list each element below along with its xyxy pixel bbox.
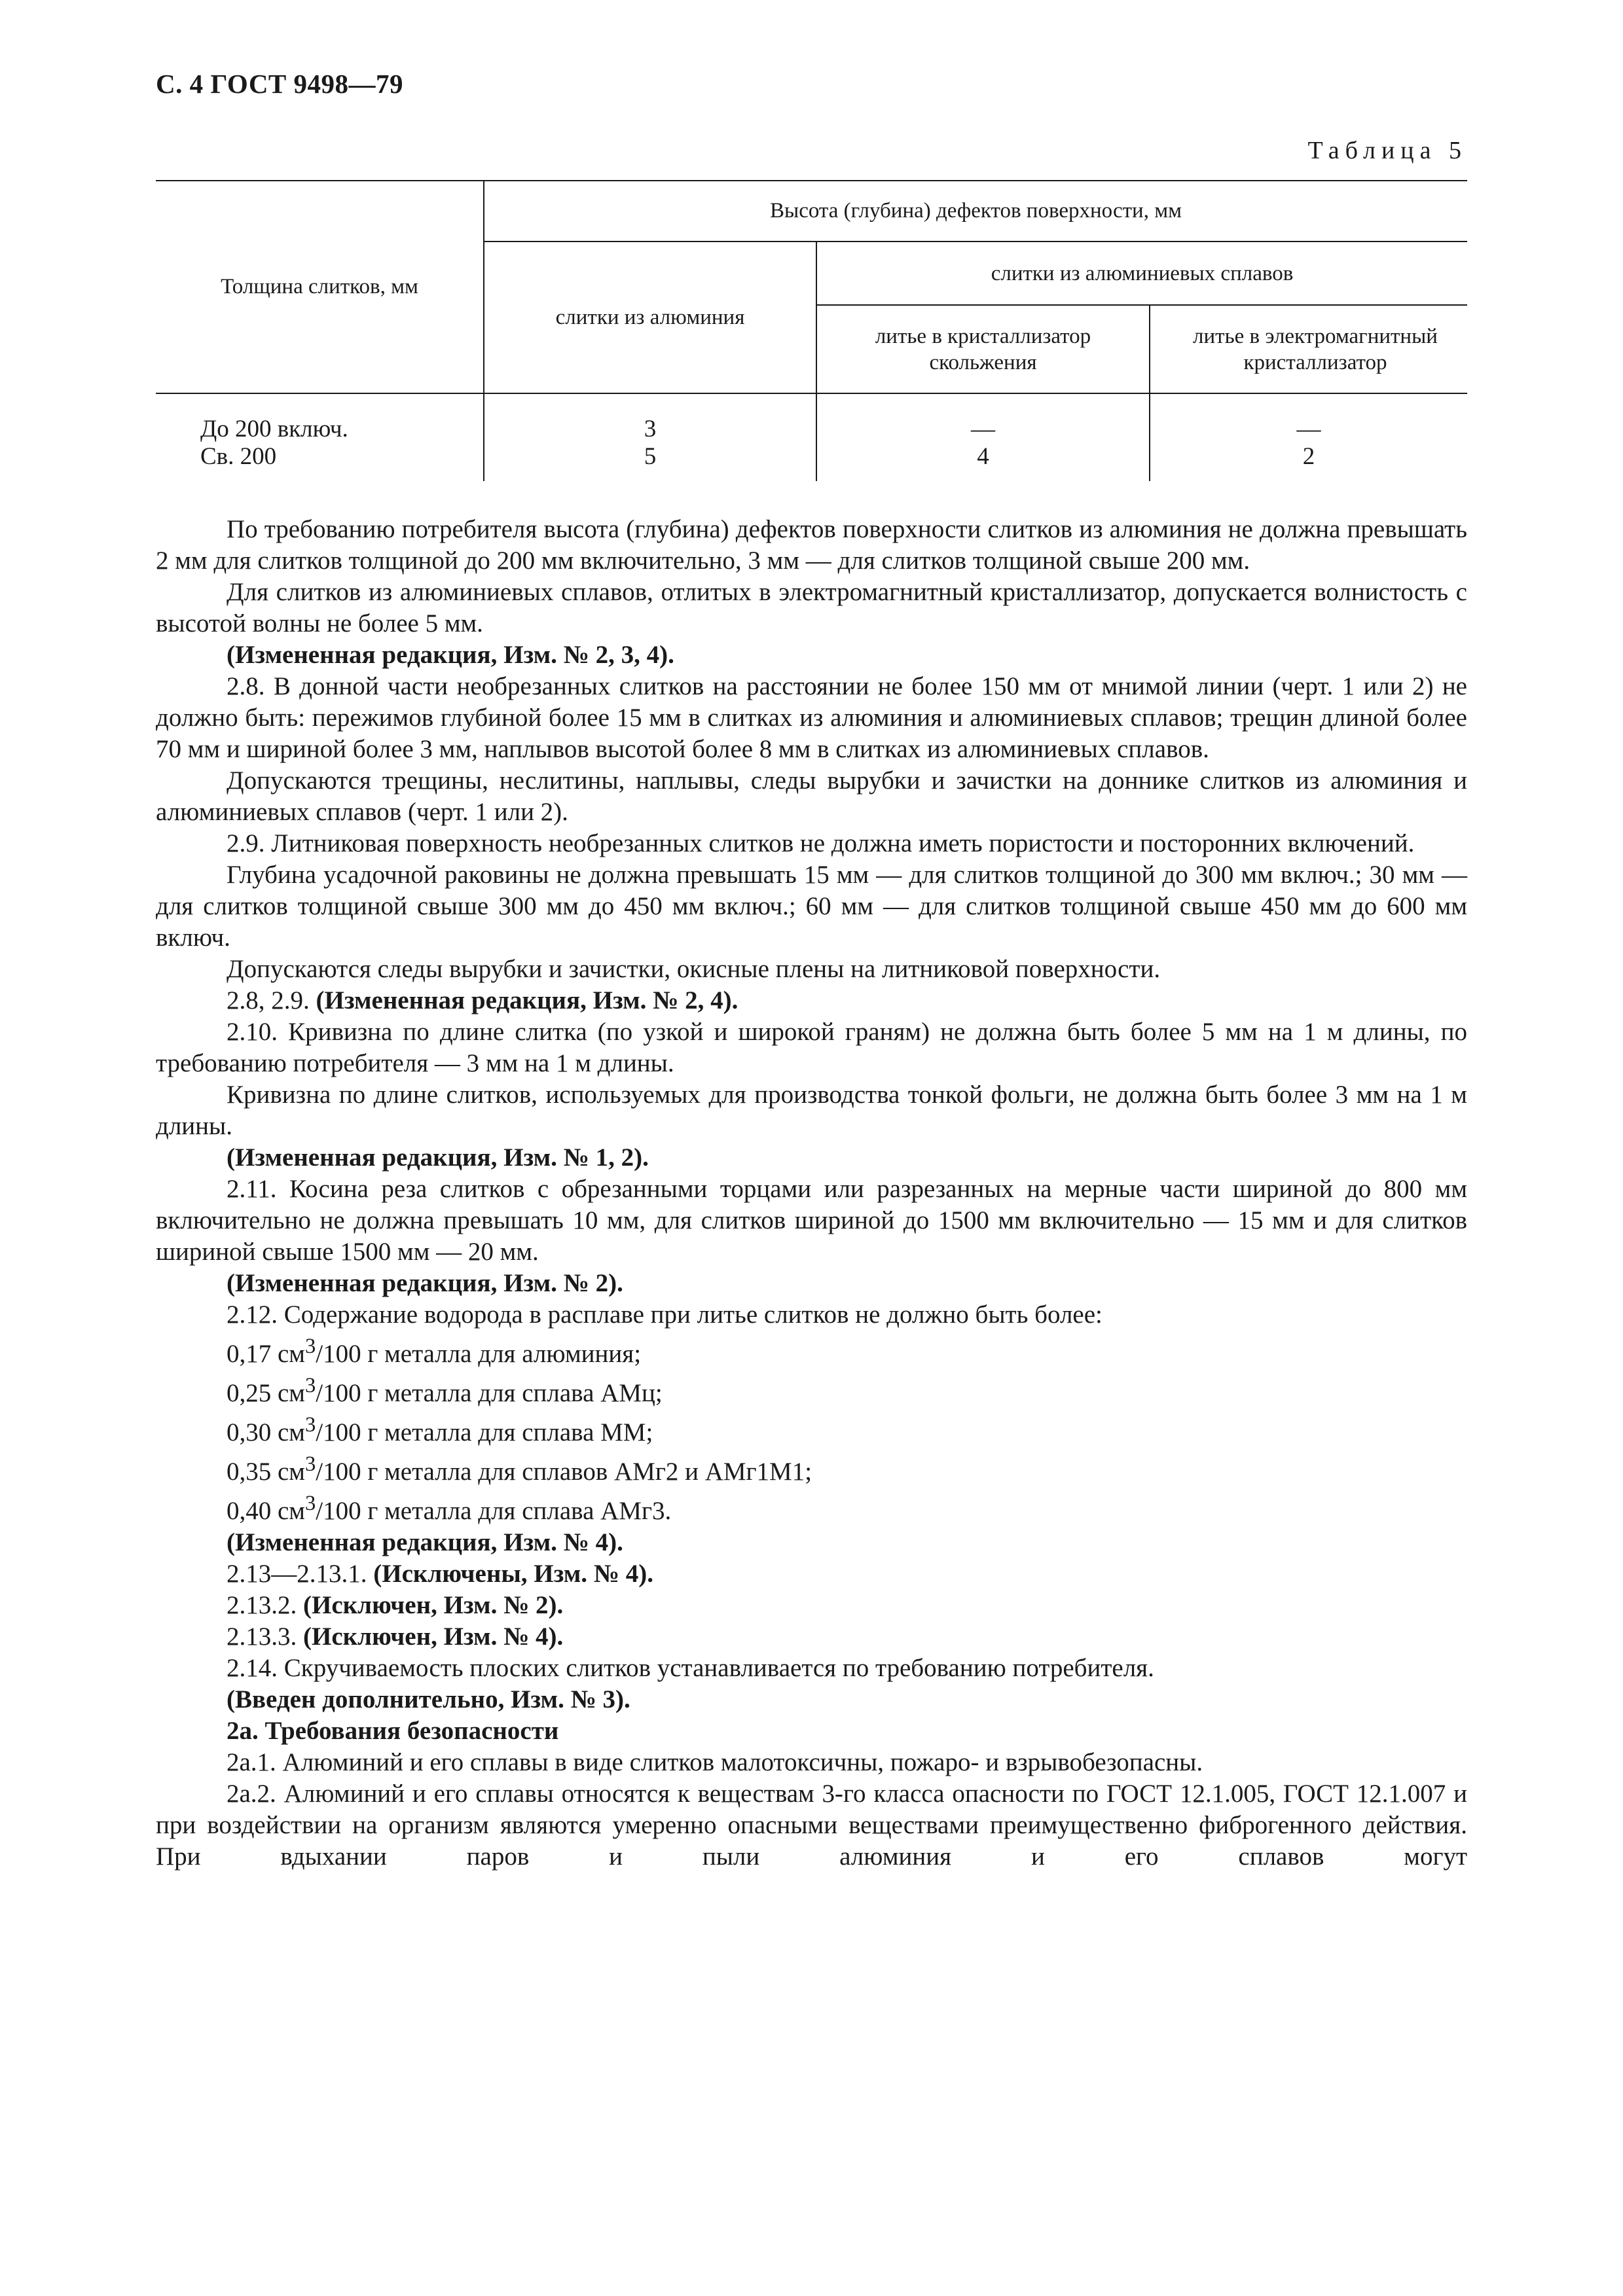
col-header-alloys: слитки из алюминиевых сплавов bbox=[991, 261, 1294, 285]
value: 0,17 см bbox=[227, 1340, 305, 1368]
superscript: 3 bbox=[305, 1413, 316, 1437]
value-text: /100 г металла для сплавов АМг2 и АМг1М1; bbox=[316, 1458, 812, 1486]
row-thickness: До 200 включ. bbox=[200, 416, 348, 442]
amendment-note: (Измененная редакция, Изм. № 2, 3, 4). bbox=[227, 641, 674, 669]
clause-ref: 2.13—2.13.1. bbox=[227, 1560, 367, 1588]
value: 0,25 см bbox=[227, 1379, 305, 1407]
paragraph: Допускаются трещины, неслитины, наплывы, следы вырубки и зачистки на доннике слитков из алюминия и алюминиевых сплавов (черт. 1 или 2). bbox=[156, 766, 1467, 826]
row-slide-value: 4 bbox=[977, 443, 989, 470]
value: 0,30 см bbox=[227, 1418, 305, 1446]
page-header: С. 4 ГОСТ 9498—79 bbox=[156, 69, 404, 99]
row-aluminum-value: 5 bbox=[644, 443, 657, 470]
amendment-note: (Измененная редакция, Изм. № 2, 4). bbox=[316, 986, 739, 1014]
hydrogen-limit bbox=[156, 1488, 1467, 1527]
value-text: /100 г металла для алюминия; bbox=[316, 1340, 642, 1368]
paragraph: Глубина усадочной раковины не должна превышать 15 мм — для слитков толщиной до 300 мм включ.; 30 мм — для слитков толщиной свыше 300 мм до 450 мм включ.; 60 мм — для слитков толщиной свыше 450 мм до 600 мм включ. bbox=[156, 861, 1467, 952]
row-em-value: 2 bbox=[1302, 443, 1315, 470]
clause-2a-2: 2а.2. Алюминий и его сплавы относятся к веществам 3-го класса опасности по ГОСТ 12.1.005, ГОСТ 12.1.007 и при воздействии на организм являются умеренно опасными веществами преимущественно фиброгенного действия. При вдыхании паров и пыли алюминия и его сплавов могут bbox=[156, 1780, 1467, 1871]
col-header-slide-mold: литье в кристаллизатор скольжения bbox=[875, 324, 1091, 374]
value: 0,35 см bbox=[227, 1458, 305, 1486]
superscript: 3 bbox=[305, 1452, 316, 1476]
paragraph: По требованию потребителя высота (глубина) дефектов поверхности слитков из алюминия не должна превышать 2 мм для слитков толщиной до 200 мм включительно, 3 мм — для слитков толщиной свыше 200 мм. bbox=[156, 515, 1467, 575]
clause-ref: 2.13.2. bbox=[227, 1591, 297, 1619]
table-header-rule bbox=[156, 393, 1467, 394]
col-header-em-mold: литье в электромагнитный кристаллизатор bbox=[1193, 324, 1438, 374]
section-heading: 2а. Требования безопасности bbox=[227, 1717, 559, 1745]
col-header-defect-height: Высота (глубина) дефектов поверхности, мм bbox=[770, 198, 1182, 223]
hydrogen-limit bbox=[156, 1448, 1467, 1488]
col-header-aluminum: слитки из алюминия bbox=[555, 306, 745, 329]
amendment-note: (Измененная редакция, Изм. № 2). bbox=[227, 1269, 623, 1297]
amendment-note: (Введен дополнительно, Изм. № 3). bbox=[227, 1685, 630, 1713]
paragraph: Кривизна по длине слитков, используемых для производства тонкой фольги, не должна быть более 3 мм на 1 м длины. bbox=[156, 1081, 1467, 1140]
col-header-thickness: Толщина слитков, мм bbox=[221, 274, 418, 298]
hydrogen-limit bbox=[156, 1370, 1467, 1409]
paragraph: Допускаются следы вырубки и зачистки, окисные плены на литниковой поверхности. bbox=[227, 955, 1161, 983]
clause-2-9: 2.9. Литниковая поверхность необрезанных слитков не должна иметь пористости и посторонних включений. bbox=[227, 829, 1415, 857]
superscript: 3 bbox=[305, 1374, 316, 1397]
paragraph: Для слитков из алюминиевых сплавов, отлитых в электромагнитный кристаллизатор, допускается волнистость с высотой волны не более 5 мм. bbox=[156, 578, 1467, 637]
value-text: /100 г металла для сплава ММ; bbox=[316, 1418, 653, 1446]
value: 0,40 см bbox=[227, 1497, 305, 1525]
clause-2-12: 2.12. Содержание водорода в расплаве при литье слитков не должно быть более: bbox=[227, 1300, 1103, 1329]
amendment-line bbox=[156, 1621, 1467, 1653]
amendment-line bbox=[156, 985, 1467, 1016]
clause-2a-1: 2а.1. Алюминий и его сплавы в виде слитков малотоксичны, пожаро- и взрывобезопасны. bbox=[227, 1748, 1203, 1776]
amendment-note: (Измененная редакция, Изм. № 1, 2). bbox=[227, 1143, 649, 1172]
row-aluminum-value: 3 bbox=[644, 416, 657, 442]
amendment-note: (Измененная редакция, Изм. № 4). bbox=[227, 1528, 623, 1556]
superscript: 3 bbox=[305, 1492, 316, 1515]
amendment-note: (Исключен, Изм. № 2). bbox=[303, 1591, 564, 1619]
amendment-note: (Исключен, Изм. № 4). bbox=[303, 1623, 564, 1651]
row-em-value: — bbox=[1296, 416, 1321, 442]
hydrogen-limit bbox=[156, 1409, 1467, 1448]
hydrogen-limit bbox=[156, 1331, 1467, 1370]
amendment-note: (Исключены, Изм. № 4). bbox=[373, 1560, 653, 1588]
row-thickness: Св. 200 bbox=[200, 443, 277, 470]
clause-2-10: 2.10. Кривизна по длине слитка (по узкой и широкой граням) не должна быть более 5 мм на 1 м длины, по требованию потребителя — 3 мм на 1 м длины. bbox=[156, 1018, 1467, 1077]
clause-2-11: 2.11. Косина реза слитков с обрезанными торцами или разрезанных на мерные части шириной до 800 мм включительно не должна превышать 10 мм, для слитков шириной до 1500 мм включительно — 15 мм и для слитков шириной свыше 1500 мм — 20 мм. bbox=[156, 1175, 1467, 1266]
body-text bbox=[156, 514, 1467, 1873]
defects-table bbox=[156, 180, 1467, 481]
clause-2-14: 2.14. Скручиваемость плоских слитков устанавливается по требованию потребителя. bbox=[227, 1654, 1154, 1682]
row-slide-value: — bbox=[971, 416, 995, 442]
clause-2-8: 2.8. В донной части необрезанных слитков на расстоянии не более 150 мм от мнимой линии (черт. 1 или 2) не должно быть: пережимов глубиной более 15 мм в слитках из алюминия и алюминиевых сплавов; трещин длиной более 70 мм и шириной более 3 мм, наплывов высотой более 8 мм в слитках из алюминиевых сплавов. bbox=[156, 672, 1467, 763]
clause-ref: 2.8, 2.9. bbox=[227, 986, 310, 1014]
clause-ref: 2.13.3. bbox=[227, 1623, 297, 1651]
value-text: /100 г металла для сплава АМг3. bbox=[316, 1497, 672, 1525]
table-label: Таблица 5 bbox=[1307, 137, 1467, 164]
value-text: /100 г металла для сплава АМц; bbox=[316, 1379, 663, 1407]
superscript: 3 bbox=[305, 1335, 316, 1358]
amendment-line bbox=[156, 1590, 1467, 1621]
amendment-line bbox=[156, 1558, 1467, 1590]
